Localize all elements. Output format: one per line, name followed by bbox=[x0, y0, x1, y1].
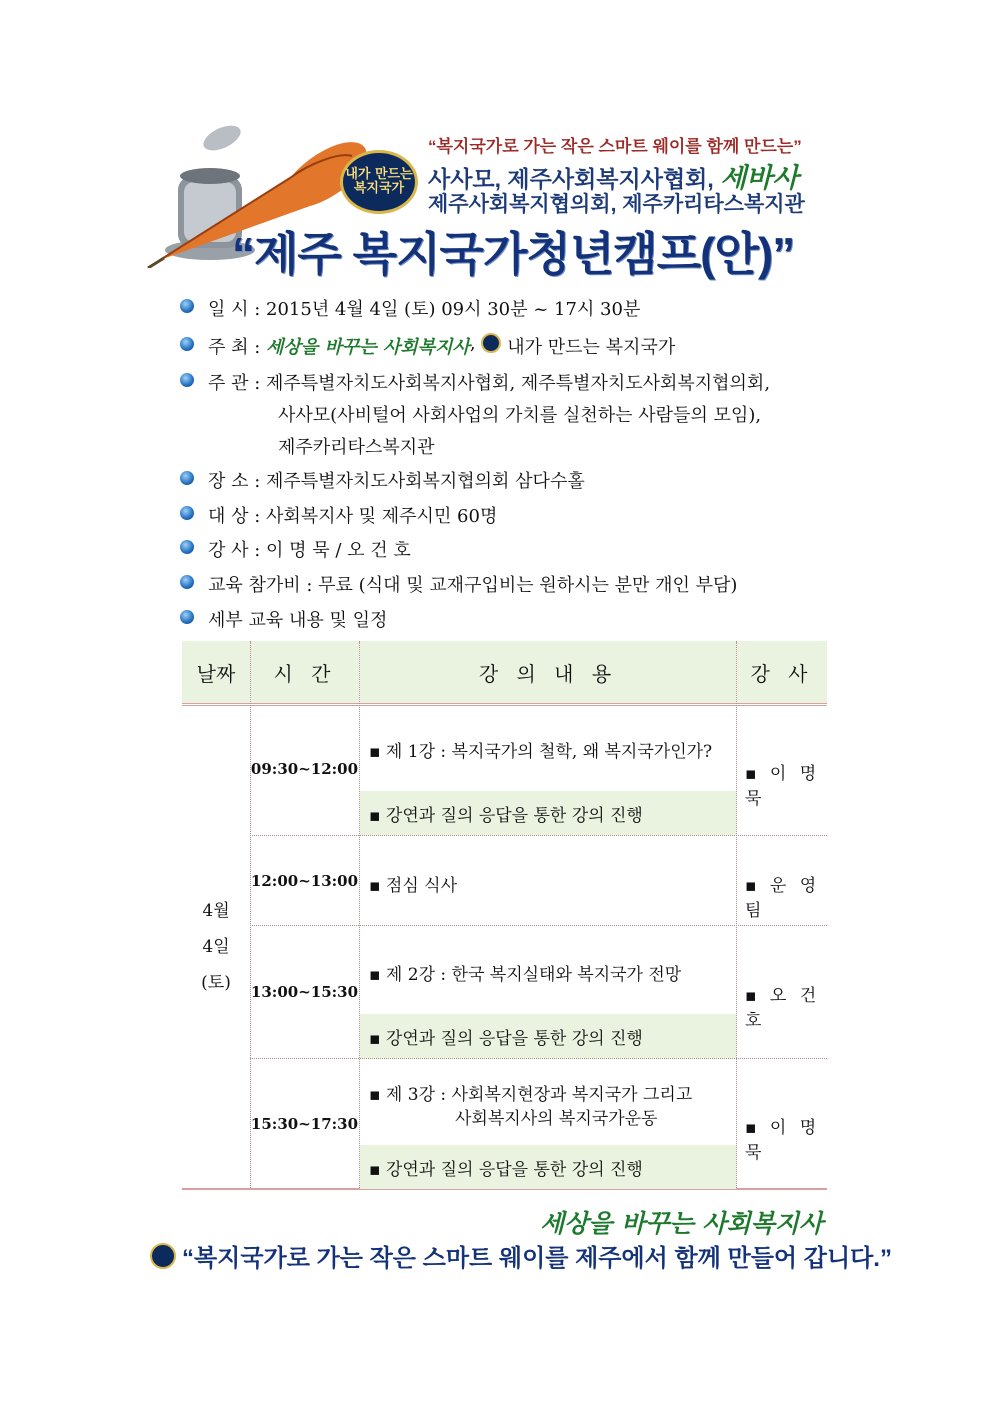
schedule-table bbox=[182, 641, 827, 1190]
welfare-state-mini-logo bbox=[481, 333, 501, 353]
info-managed-label: 주 관 : bbox=[208, 373, 267, 394]
info-organizer-label: 주 최 : bbox=[208, 337, 267, 358]
info-lecturer bbox=[180, 536, 411, 562]
info-date bbox=[180, 295, 640, 321]
info-detail bbox=[180, 606, 387, 632]
footer-slogan-text: “복지국가로 가는 작은 스마트 웨이를 제주에서 함께 만들어 갑니다.” bbox=[182, 1245, 892, 1272]
lecture-content: ▪ 제 1강 : 복지국가의 철학, 왜 복지국가인가? bbox=[369, 742, 713, 762]
lecture-content: ▪ 점심 식사 bbox=[369, 876, 458, 896]
time-cell: 12:00~13:00 bbox=[250, 872, 359, 890]
bullet-icon bbox=[180, 540, 194, 554]
info-target-value: 사회복지사 및 제주시민 60명 bbox=[266, 506, 498, 527]
discussion-cell: ▪ 강연과 질의 응답을 통한 강의 진행 bbox=[360, 1014, 736, 1058]
col-divider bbox=[736, 641, 737, 1190]
time-cell: 09:30~12:00 bbox=[250, 760, 359, 778]
hosts-line-1-text: 사사모, 제주사회복지사협회, bbox=[428, 166, 714, 192]
bullet-icon bbox=[180, 575, 194, 589]
lecturer-cell: ▪ 운 영 팀 bbox=[745, 876, 821, 921]
col-divider bbox=[359, 641, 360, 1190]
bullet-icon bbox=[180, 337, 194, 351]
row-divider bbox=[250, 925, 827, 926]
logo-text: 내가 만드는 복지국가 bbox=[345, 166, 413, 196]
lecture-content: ▪ 제 2강 : 한국 복지실태와 복지국가 전망 bbox=[369, 965, 682, 985]
bullet-icon bbox=[180, 471, 194, 485]
time-cell: 15:30~17:30 bbox=[250, 1115, 359, 1133]
info-managed-line3: 제주카리타스복지관 bbox=[278, 437, 435, 458]
info-fee-label: 교육 참가비 : bbox=[208, 575, 319, 596]
page-title: “제주 복지국가청년캠프(안)” bbox=[232, 228, 795, 280]
row-divider bbox=[250, 1058, 827, 1059]
header-tagline: “복지국가로 가는 작은 스마트 웨이를 함께 만드는” bbox=[428, 137, 802, 156]
col-divider bbox=[250, 641, 251, 1190]
bullet-icon bbox=[180, 610, 194, 624]
lecturer-cell: ▪ 이 명 묵 bbox=[745, 764, 821, 809]
header-content: 강 의 내 용 bbox=[360, 641, 736, 703]
discussion-cell: ▪ 강연과 질의 응답을 통한 강의 진행 bbox=[360, 791, 736, 835]
lecture-content: ▪ 제 3강 : 사회복지현장과 복지국가 그리고 bbox=[369, 1085, 693, 1105]
footer-slogan bbox=[150, 1238, 892, 1273]
info-lecturer-label: 강 사 : bbox=[208, 540, 267, 561]
time-cell: 13:00~15:30 bbox=[250, 983, 359, 1001]
info-organizer-sep: , bbox=[469, 333, 482, 354]
info-place-label: 장 소 : bbox=[208, 471, 267, 492]
discussion-cell: ▪ 강연과 질의 응답을 통한 강의 진행 bbox=[360, 1145, 736, 1189]
header-lecturer: 강 사 bbox=[737, 641, 827, 703]
date-weekday: (토) bbox=[201, 973, 231, 993]
welfare-state-logo bbox=[340, 150, 418, 214]
info-fee bbox=[180, 571, 737, 597]
header-divider bbox=[182, 703, 827, 704]
lecture-content-cont: 사회복지사의 복지국가운동 bbox=[455, 1109, 658, 1129]
header-date: 날짜 bbox=[182, 641, 250, 703]
info-fee-value: 무료 (식대 및 교재구입비는 원하시는 분만 개인 부담) bbox=[318, 575, 738, 596]
info-target bbox=[180, 502, 497, 528]
info-organizer bbox=[180, 333, 675, 359]
info-target-label: 대 상 : bbox=[208, 506, 267, 527]
bullet-icon bbox=[180, 299, 194, 313]
info-date-label: 일 시 : bbox=[208, 299, 267, 320]
info-place-value: 제주특별자치도사회복지협의회 삼다수홀 bbox=[266, 471, 585, 492]
info-managed bbox=[180, 369, 770, 395]
info-date-value: 2015년 4월 4일 (토) 09시 30분 ~ 17시 30분 bbox=[266, 299, 641, 320]
info-organizer-script: 세상을 바꾸는 사회복지사 bbox=[266, 337, 470, 358]
info-detail-label: 세부 교육 내용 및 일정 bbox=[208, 610, 388, 631]
welfare-state-mini-logo bbox=[150, 1243, 176, 1269]
row-divider bbox=[250, 835, 827, 836]
date-day: 4일 bbox=[202, 937, 230, 957]
info-managed-line1: 제주특별자치도사회복지사협회, 제주특별자치도사회복지협의회, bbox=[266, 373, 771, 394]
date-month: 4월 bbox=[202, 901, 230, 921]
bullet-icon bbox=[180, 373, 194, 387]
sebasa-logotype: 세바사 bbox=[720, 163, 799, 194]
info-managed-line2: 사사모(사비털어 사회사업의 가치를 실천하는 사람들의 모임), bbox=[278, 405, 762, 426]
info-place bbox=[180, 467, 585, 493]
lecturer-cell: ▪ 오 건 호 bbox=[745, 986, 821, 1031]
date-cell bbox=[182, 893, 250, 1001]
header-time: 시 간 bbox=[251, 641, 359, 703]
bullet-icon bbox=[180, 506, 194, 520]
info-lecturer-value: 이 명 묵 / 오 건 호 bbox=[266, 540, 411, 561]
info-organizer-rest: 내가 만드는 복지국가 bbox=[507, 337, 676, 358]
footer-slogan-script: 세상을 바꾸는 사회복지사 bbox=[540, 1209, 824, 1238]
lecturer-cell: ▪ 이 명 묵 bbox=[745, 1118, 821, 1163]
header-divider-double bbox=[182, 705, 827, 706]
hosts-line-2: 제주사회복지협의회, 제주카리타스복지관 bbox=[428, 193, 805, 216]
